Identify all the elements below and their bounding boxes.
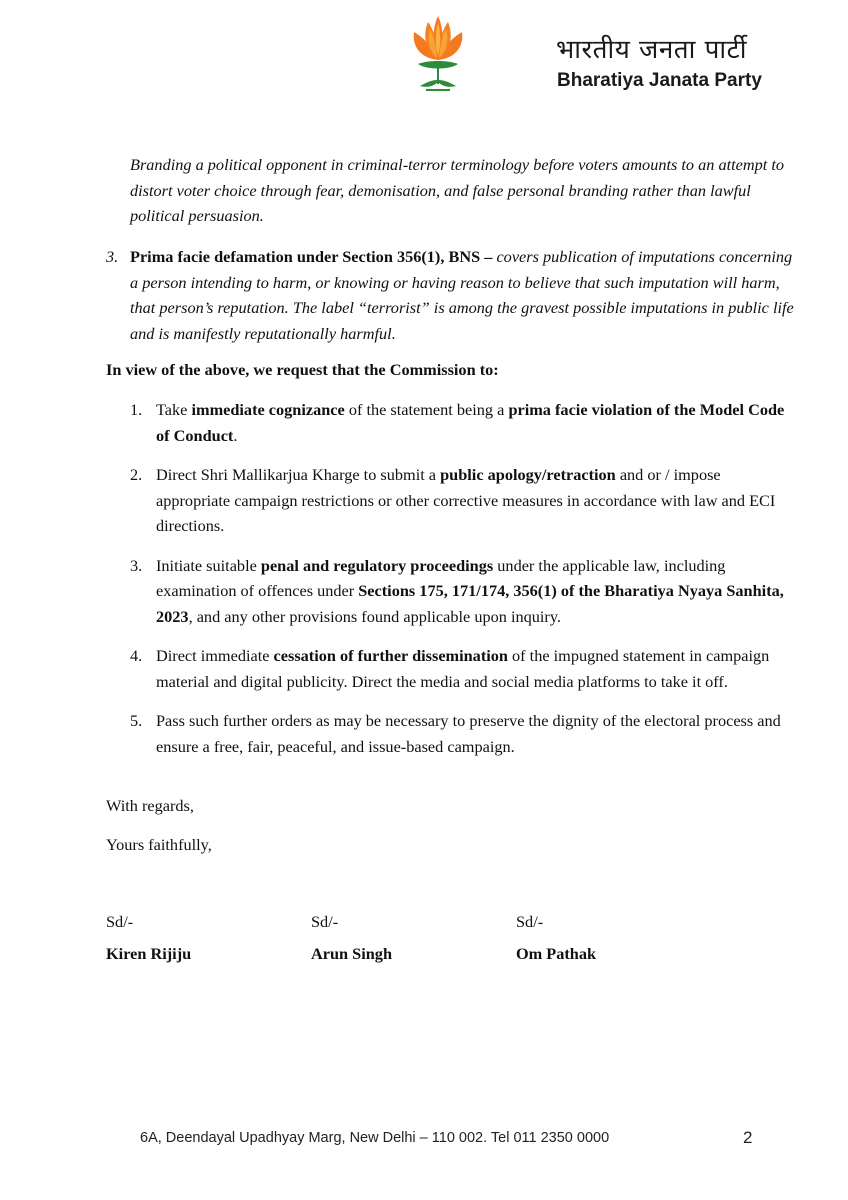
point-3-bold: Prima facie defamation under Section 356(1), BNS –: [130, 247, 493, 266]
page-number: 2: [743, 1128, 753, 1147]
request-text: [156, 556, 784, 626]
signatory-name: Arun Singh: [311, 944, 392, 963]
request-text: [156, 646, 769, 691]
request-text-part: .: [233, 425, 238, 445]
request-text-bold: prima facie violation of the Model Code of Conduct: [156, 400, 785, 445]
signatory-name: Om Pathak: [516, 944, 597, 963]
request-number: 3.: [130, 555, 143, 575]
request-text-part: and or / impose appropriate campaign restrictions or other corrective measures in accordance with law and ECI directions.: [156, 465, 776, 535]
request-text: [156, 711, 781, 756]
party-name-english: Bharatiya Janata Party: [557, 70, 762, 91]
point-3: [106, 244, 796, 346]
request-text-part: Pass such further orders as may be necessary to preserve the dignity of the electoral process and ensure a free, fair, peaceful, and issue-based campaign.: [156, 711, 781, 756]
request-list: [130, 397, 790, 773]
request-text-part: Initiate suitable: [156, 555, 261, 575]
footer-address: 6A, Deendayal Upadhyay Marg, New Delhi – 110 002. Tel 011 2350 0000: [140, 1130, 610, 1146]
intro-paragraph: Branding a political opponent in criminal-terror terminology before voters amounts to an attempt to distort voter choice through fear, demonisation, and false personal branding rather than lawful political persuasion.: [130, 155, 785, 225]
request-item: [130, 643, 790, 694]
request-item: [130, 553, 790, 630]
request-text-part: of the impugned statement in campaign material and digital publicity. Direct the media and social media platforms to take it off.: [156, 646, 770, 691]
request-text-bold: immediate cognizance: [191, 400, 345, 419]
request-text-bold: cessation of further dissemination: [273, 646, 508, 665]
request-text-part: under the applicable law, including examination of offences under: [156, 555, 726, 600]
request-heading: In view of the above, we request that the Commission to:: [106, 360, 499, 379]
point-3-text: [130, 244, 796, 346]
lotus-icon: [410, 14, 466, 94]
request-text-part: Take: [156, 400, 192, 419]
request-item: [130, 462, 790, 539]
signatory-sd: Sd/-: [516, 912, 544, 931]
signatory-name: Kiren Rijiju: [106, 944, 192, 963]
closing-regards: With regards,: [106, 796, 194, 815]
request-text-part: of the statement being a: [344, 400, 509, 419]
signatory-1: [106, 912, 191, 964]
point-3-italic: covers publication of imputations concerning a person intending to harm, or knowing or having reason to believe that such imputation will harm, that person’s reputation. The label “terrorist” is among the gravest possible imputations in public life and is manifestly reputationally harmful.: [130, 247, 794, 343]
signatory-sd: Sd/-: [311, 912, 339, 931]
request-text-bold: Sections 175, 171/174, 356(1) of the Bharatiya Nyaya Sanhita, 2023: [156, 581, 784, 626]
request-text-part: Direct immediate: [156, 646, 274, 665]
signatory-2: [311, 912, 392, 964]
request-text: [156, 465, 775, 535]
request-text: [156, 400, 784, 445]
request-number: 2.: [130, 465, 143, 484]
request-number: 4.: [130, 646, 143, 665]
request-number: 5.: [130, 711, 143, 730]
request-text-bold: public apology/retraction: [440, 465, 616, 484]
signatory-3: [516, 912, 596, 964]
point-3-number: 3.: [106, 247, 119, 266]
signatory-sd: Sd/-: [106, 912, 134, 931]
request-number: 1.: [130, 400, 143, 419]
request-text-part: , and any other provisions found applicable upon inquiry.: [188, 606, 561, 626]
closing-faithfully: Yours faithfully,: [106, 835, 212, 854]
request-text-part: Direct Shri Mallikarjua Kharge to submit a: [156, 465, 441, 484]
request-item: [130, 708, 790, 759]
request-item: [130, 397, 790, 448]
party-name-hindi: भारतीय जनता पार्टी: [556, 35, 747, 65]
request-text-bold: penal and regulatory proceedings: [260, 555, 494, 575]
